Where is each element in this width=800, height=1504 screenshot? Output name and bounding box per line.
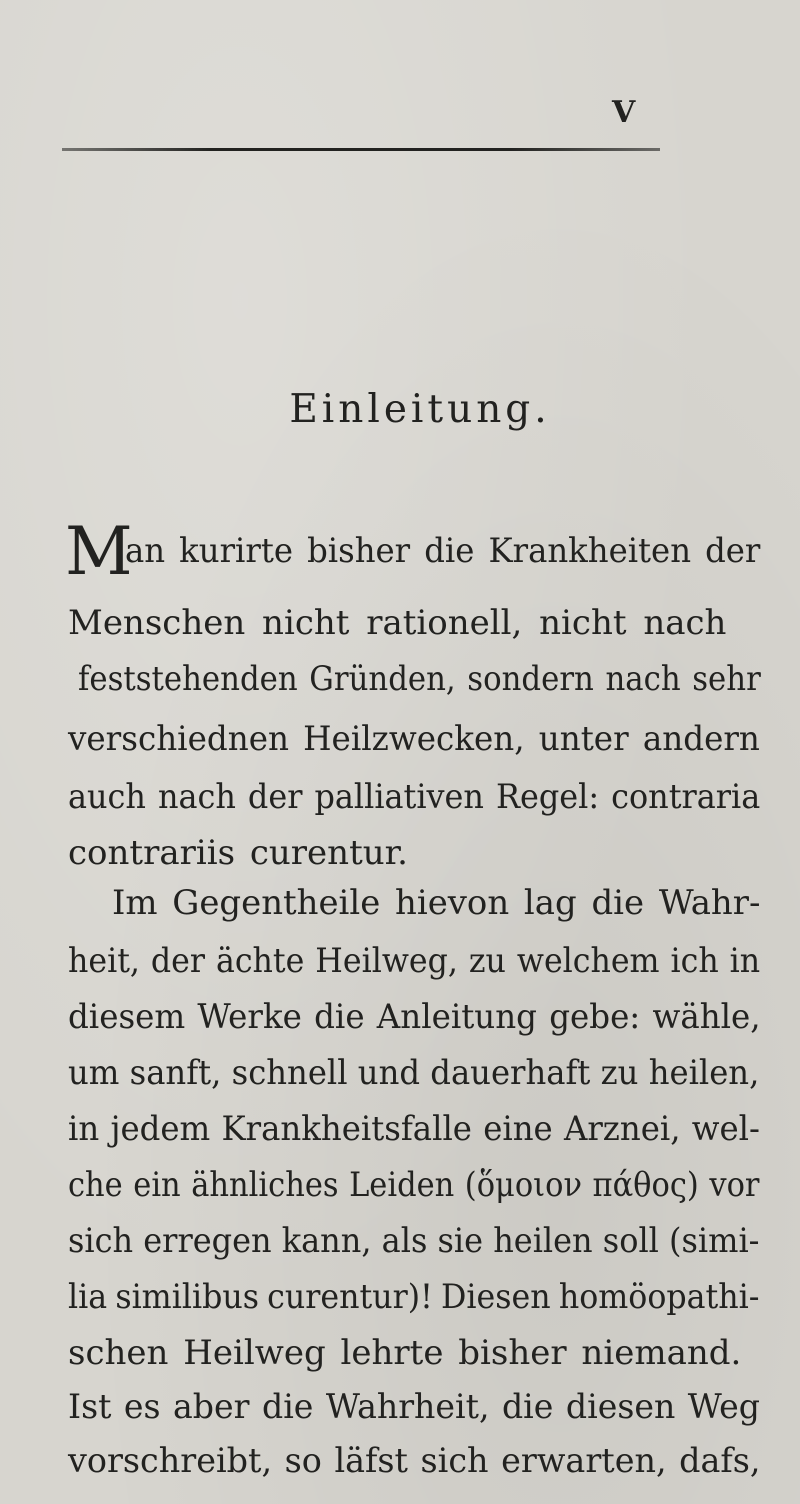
text-line: diesem Werke die Anleitung gebe: wähle, <box>68 997 761 1037</box>
text-line: che ein ähnliches Leiden (ὅμοιον πάθος) vor <box>68 1165 760 1205</box>
text-line: um sanft, schnell und dauerhaft zu heilen, <box>68 1053 760 1093</box>
drop-capital: M <box>65 513 133 590</box>
text-line: contrariis curentur. <box>68 833 408 873</box>
text-line: feststehenden Gründen, sondern nach sehr <box>78 659 761 699</box>
text-line: auch nach der palliativen Regel: contraria <box>68 777 761 817</box>
text-line: sich erregen kann, als sie heilen soll (simi- <box>68 1221 760 1261</box>
text-line: verschiednen Heilzwecken, unter andern <box>68 719 760 759</box>
text-line: Im Gegentheile hievon lag die Wahr- <box>112 883 761 923</box>
text-line: vorschreibt, so läfst sich erwarten, dafs, <box>68 1441 761 1481</box>
text-line: Ist es aber die Wahrheit, die diesen Weg <box>68 1387 761 1427</box>
text-line: schen Heilweg lehrte bisher niemand. <box>68 1333 742 1373</box>
text-line: an kurirte bisher die Krankheiten der <box>125 531 761 571</box>
text-line: in jedem Krankheitsfalle eine Arznei, wel- <box>68 1109 760 1149</box>
text-line: heit, der ächte Heilweg, zu welchem ich in <box>68 941 761 981</box>
header-rule <box>62 148 660 151</box>
text-line: lia similibus curentur)! Diesen homöopathi- <box>68 1277 760 1317</box>
text-line: Menschen nicht rationell, nicht nach <box>68 603 727 643</box>
chapter-heading: Einleitung. <box>289 387 551 432</box>
page-number: V <box>612 95 636 130</box>
